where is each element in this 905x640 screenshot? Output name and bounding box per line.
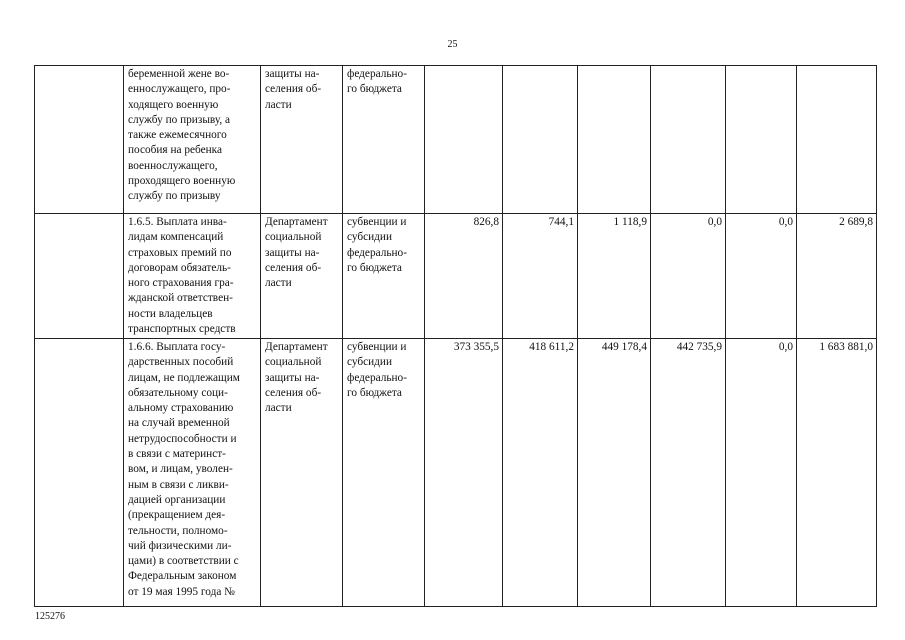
- funding-source-cell: [343, 339, 425, 607]
- table-row: [35, 339, 877, 607]
- value-year-3: 449 178,4: [578, 339, 651, 607]
- measure-text: беременной жене во- еннослужащего, про- ходящего военную службу по призыву, а также ежемесячного пособия на ребенка военнослужащего, проходящего военную службу по призыву: [128, 68, 236, 203]
- value-year-4: 442 735,9: [651, 339, 726, 607]
- document-code: 125276: [35, 611, 65, 622]
- value-year-5: [726, 66, 797, 214]
- funding-source-cell: [343, 214, 425, 339]
- table-row: [35, 66, 877, 214]
- value-year-2: 744,1: [503, 214, 578, 339]
- value-year-4: [651, 66, 726, 214]
- measure-cell: [124, 214, 261, 339]
- executor-text: защиты на- селения об- ласти: [265, 68, 322, 111]
- executor-text: Департамент социальной защиты на- селения об- ласти: [265, 216, 328, 290]
- value-total: 2 689,8: [797, 214, 877, 339]
- budget-table: [34, 65, 877, 607]
- value-year-1: 373 355,5: [425, 339, 503, 607]
- value-total: 1 683 881,0: [797, 339, 877, 607]
- value-year-2: [503, 66, 578, 214]
- table-row: [35, 214, 877, 339]
- measure-cell: [124, 66, 261, 214]
- measure-text: 1.6.6. Выплата госу- дарственных пособий лицам, не подлежащим обязательному соци- альному страхованию на случай временной нетрудоспособности и в связи с материнст- вом, и лицам, уволен- ным в связи с ликви- дацией организации (прекращением дея- тельности, полномо- чий физическими ли- цами) в соответствии с Федеральным законом от 19 мая 1995 года №: [128, 341, 240, 598]
- value-year-2: 418 611,2: [503, 339, 578, 607]
- executor-cell: [261, 339, 343, 607]
- value-year-1: [425, 66, 503, 214]
- funding-source-text: субвенции и субсидии федерально- го бюджета: [347, 341, 407, 399]
- row-index-cell: [35, 66, 124, 214]
- value-year-5: 0,0: [726, 214, 797, 339]
- executor-text: Департамент социальной защиты на- селения об- ласти: [265, 341, 328, 415]
- value-total: [797, 66, 877, 214]
- value-year-3: [578, 66, 651, 214]
- funding-source-text: субвенции и субсидии федерально- го бюджета: [347, 216, 407, 274]
- value-year-4: 0,0: [651, 214, 726, 339]
- page-number: 25: [447, 39, 458, 50]
- row-index-cell: [35, 214, 124, 339]
- measure-text: 1.6.5. Выплата инва- лидам компенсаций страховых премий по договорам обязатель- ного страхования гра- жданской ответствен- ности владельцев транспортных средств: [128, 216, 236, 336]
- value-year-3: 1 118,9: [578, 214, 651, 339]
- value-year-1: 826,8: [425, 214, 503, 339]
- row-index-cell: [35, 339, 124, 607]
- executor-cell: [261, 66, 343, 214]
- funding-source-text: федерально- го бюджета: [347, 68, 407, 96]
- executor-cell: [261, 214, 343, 339]
- measure-cell: [124, 339, 261, 607]
- value-year-5: 0,0: [726, 339, 797, 607]
- funding-source-cell: [343, 66, 425, 214]
